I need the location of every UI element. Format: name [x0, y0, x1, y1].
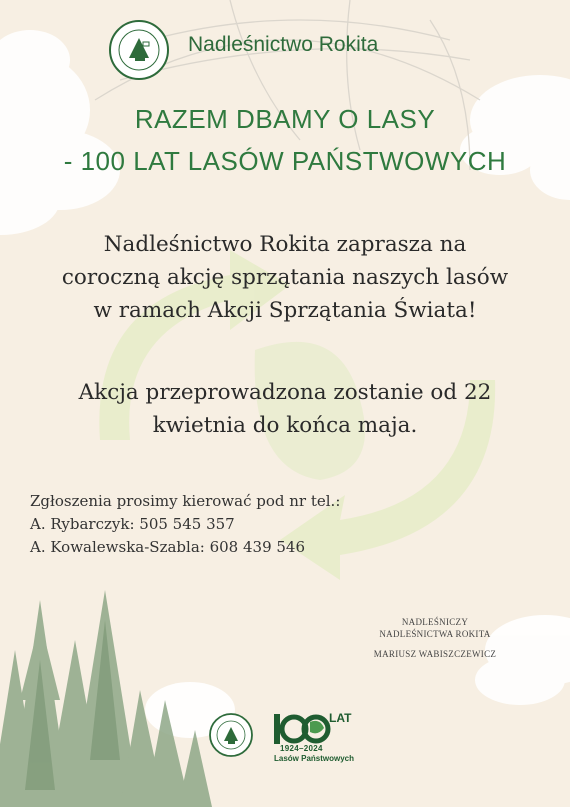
- headline-line-2: - 100 LAT LASÓW PAŃSTWOWYCH: [63, 146, 507, 176]
- invitation-paragraph: [0, 228, 570, 327]
- dates-line-1: Akcja przeprowadzona zostanie od 22: [78, 380, 492, 405]
- dates-paragraph: [0, 376, 570, 442]
- contact-person-1: A. Rybarczyk: 505 545 357: [30, 515, 235, 533]
- organization-name: Nadleśnictwo Rokita: [188, 33, 379, 56]
- invitation-line-1: Nadleśnictwo Rokita zaprasza na: [103, 232, 467, 257]
- invitation-line-2: coroczną akcję sprzątania naszych lasów: [61, 265, 509, 290]
- anniversary-caption: Lasów Państwowych: [274, 754, 355, 763]
- anniversary-years: 1924–2024: [280, 744, 323, 753]
- signature-name: MARIUSZ WABISZCZEWICZ: [373, 649, 497, 659]
- anniversary-lat: LAT: [329, 711, 352, 725]
- lasy-panstwowe-logo: [107, 18, 171, 82]
- contact-block: [30, 490, 340, 559]
- headline-line-1: RAZEM DBAMY O LASY: [134, 104, 436, 134]
- signature-title: [350, 616, 520, 640]
- signature-title-line-2: NADLEŚNICTWA ROKITA: [379, 629, 491, 639]
- contact-person-2: A. Kowalewska-Szabla: 608 439 546: [30, 538, 306, 556]
- contact-intro: Zgłoszenia prosimy kierować pod nr tel.:: [30, 492, 341, 510]
- invitation-line-3: w ramach Akcji Sprzątania Świata!: [93, 298, 477, 323]
- signature-title-line-1: NADLEŚNICZY: [401, 617, 469, 627]
- lasy-panstwowe-small-logo: [208, 712, 254, 758]
- dates-line-2: kwietnia do końca maja.: [152, 413, 418, 438]
